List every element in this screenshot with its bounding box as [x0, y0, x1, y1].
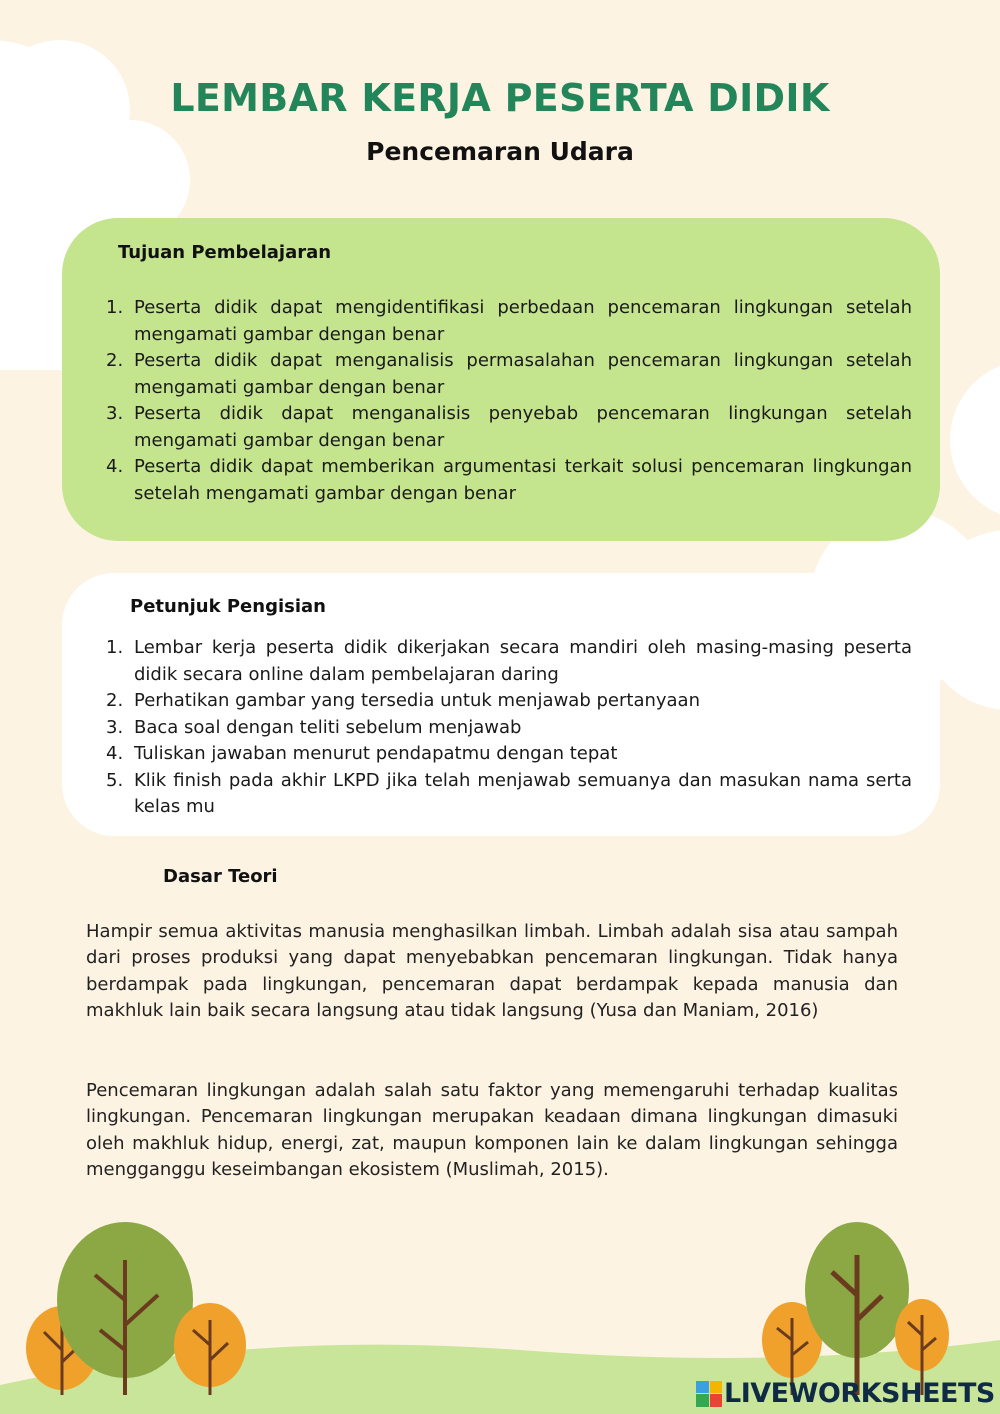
list-item: 4. Tuliskan jawaban menurut pendapatmu dengan tepat — [106, 743, 618, 764]
theory-paragraph-1: Hampir semua aktivitas manusia menghasilkan limbah. Limbah adalah sisa atau sampah dari proses produksi yang dapat menyebabkan pencemaran lingkungan. Tidak hanya berdampak pada lingkungan, pencemaran dapat berdampak kepada manusia dan makhluk lain baik secara langsung atau tidak langsung (Yusa dan Maniam, 2016) — [86, 921, 898, 1022]
theory-paragraph-2: Pencemaran lingkungan adalah salah satu faktor yang memengaruhi terhadap kualitas lingkungan. Pencemaran lingkungan merupakan keadaan dimana lingkungan dimasuki oleh makhluk hidup, energi, zat, maupun komponen lain ke dalam lingkungan sehingga mengganggu keseimbangan ekosistem (Muslimah, 2015). — [86, 1080, 898, 1181]
theory-heading: Dasar Teori — [163, 866, 278, 887]
liveworksheets-logo-text: LIVEWORKSHEETS — [724, 1378, 995, 1409]
list-item: 3. Peserta didik dapat menganalisis penyebab pencemaran lingkungan setelah mengamati gambar dengan benar — [106, 403, 912, 451]
list-item: 1. Lembar kerja peserta didik dikerjakan secara mandiri oleh masing-masing peserta didik secara online dalam pembelajaran daring — [106, 637, 912, 685]
learning-objectives-list — [106, 295, 912, 507]
learning-objectives-card — [62, 218, 940, 541]
liveworksheets-logo-icon — [696, 1381, 722, 1407]
list-item: 2. Perhatikan gambar yang tersedia untuk menjawab pertanyaan — [106, 690, 700, 711]
learning-objectives-heading: Tujuan Pembelajaran — [118, 242, 332, 263]
liveworksheets-logo — [696, 1378, 995, 1409]
page-title: LEMBAR KERJA PESERTA DIDIK — [170, 76, 830, 120]
list-item: 1. Peserta didik dapat mengidentifikasi perbedaan pencemaran lingkungan setelah mengamati gambar dengan benar — [106, 297, 912, 345]
page-subtitle: Pencemaran Udara — [366, 137, 634, 166]
instructions-heading: Petunjuk Pengisian — [130, 596, 326, 617]
instructions-card — [62, 573, 940, 836]
instructions-list — [106, 635, 912, 821]
list-item: 5. Klik finish pada akhir LKPD jika telah menjawab semuanya dan masukan nama serta kelas mu — [106, 769, 912, 817]
list-item: 2. Peserta didik dapat menganalisis permasalahan pencemaran lingkungan setelah mengamati gambar dengan benar — [106, 350, 912, 398]
list-item: 3. Baca soal dengan teliti sebelum menjawab — [106, 716, 522, 738]
list-item: 4. Peserta didik dapat memberikan argumentasi terkait solusi pencemaran lingkungan setelah mengamati gambar dengan benar — [106, 456, 912, 504]
